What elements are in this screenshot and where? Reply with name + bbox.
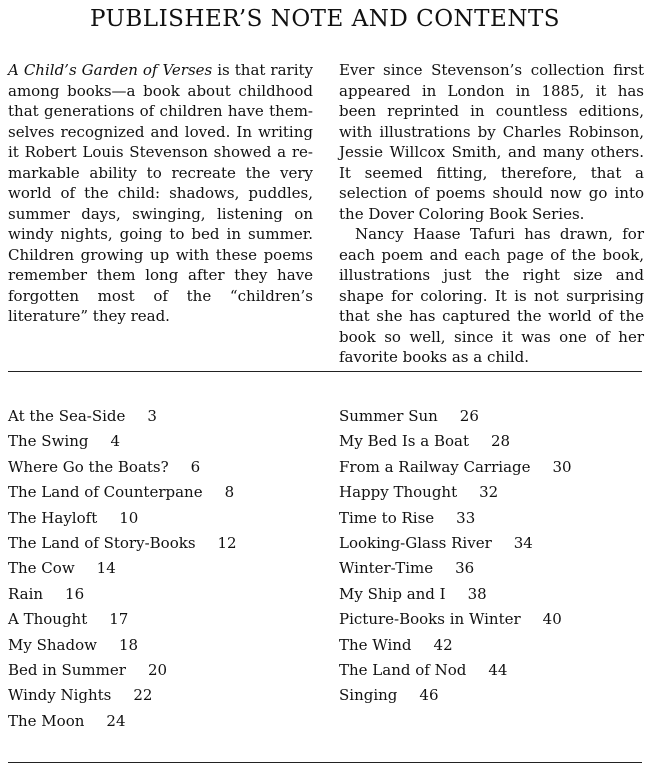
note-paragraph-2-continued: Ever since Stevenson’s collection first appeared in London in 1885, it has been reprinted in countless editions, with illustrations by Charles Robinson, Jessie Willcox Smith, and many others. It seemed fitting, therefore, that a selection of poems should now go into the Dover Coloring Book Series. bbox=[339, 61, 644, 223]
entry-title: Where Go the Boats? bbox=[8, 457, 169, 476]
entry-title: The Cow bbox=[8, 559, 75, 578]
contents-entry bbox=[8, 531, 237, 556]
contents-entry bbox=[339, 506, 572, 531]
contents-entry bbox=[339, 683, 572, 708]
entry-page: 46 bbox=[419, 686, 439, 705]
note-paragraph-1-text: is that rarity among books—a book about childhood that generations of children have themselves recognized and loved. In writing it Robert Louis Stevenson showed a remarkable ability to recreate the very world of the child: shadows, puddles, summer days, swinging, listening on windy nights, going to bed in summer. Children growing up with these poems remember them long after they have forgotten most of the “children’s literature” they read. bbox=[8, 61, 313, 325]
contents-entry bbox=[8, 429, 237, 454]
entry-title: Time to Rise bbox=[339, 508, 435, 527]
entry-page: 36 bbox=[455, 559, 475, 578]
contents-entry bbox=[339, 455, 572, 480]
contents-entry bbox=[8, 709, 237, 734]
contents-entry bbox=[8, 607, 237, 632]
entry-page: 16 bbox=[65, 584, 85, 603]
entry-title: Windy Nights bbox=[8, 686, 112, 705]
entry-page: 42 bbox=[433, 635, 453, 654]
entry-title: Winter-Time bbox=[339, 559, 434, 578]
entry-title: The Wind bbox=[339, 635, 412, 654]
entry-page: 14 bbox=[96, 559, 116, 578]
entry-title: Singing bbox=[339, 686, 398, 705]
entry-title: The Hayloft bbox=[8, 508, 98, 527]
contents-entry bbox=[8, 506, 237, 531]
entry-page: 22 bbox=[133, 686, 153, 705]
contents-entry bbox=[8, 404, 237, 429]
entry-page: 30 bbox=[552, 457, 572, 476]
entry-title: A Thought bbox=[8, 610, 88, 629]
entry-title: Bed in Summer bbox=[8, 660, 126, 679]
entry-title: Picture-Books in Winter bbox=[339, 610, 521, 629]
entry-page: 24 bbox=[106, 711, 126, 730]
entry-page: 40 bbox=[542, 610, 562, 629]
entry-title: Looking-Glass River bbox=[339, 533, 492, 552]
entry-title: My Bed Is a Boat bbox=[339, 432, 469, 451]
contents-entry bbox=[8, 455, 237, 480]
entry-page: 20 bbox=[147, 660, 168, 679]
entry-page: 6 bbox=[190, 457, 201, 476]
page-title: PUBLISHER’S NOTE AND CONTENTS bbox=[89, 6, 561, 32]
entry-title: Rain bbox=[8, 584, 44, 603]
entry-title: My Ship and I bbox=[339, 584, 446, 603]
entry-title: Happy Thought bbox=[339, 483, 458, 502]
contents-entry bbox=[339, 404, 572, 429]
contents-list-left bbox=[8, 404, 237, 734]
entry-title: The Land of Story-Books bbox=[8, 533, 196, 552]
contents-entry bbox=[8, 658, 237, 683]
entry-page: 10 bbox=[119, 508, 139, 527]
entry-page: 38 bbox=[467, 584, 487, 603]
contents-entry bbox=[8, 633, 237, 658]
entry-title: Summer Sun bbox=[339, 407, 438, 425]
contents-list-right bbox=[339, 404, 572, 709]
entry-page: 33 bbox=[456, 508, 476, 527]
entry-title: The Land of Counterpane bbox=[8, 483, 203, 502]
entry-page: 44 bbox=[488, 660, 508, 679]
entry-page: 8 bbox=[224, 483, 235, 502]
entry-page: 34 bbox=[513, 533, 533, 552]
note-paragraph-1 bbox=[8, 60, 313, 327]
entry-page: 3 bbox=[147, 407, 157, 425]
contents-entry bbox=[8, 582, 237, 607]
book-title: A Child’s Garden of Verses bbox=[8, 61, 213, 79]
entry-page: 18 bbox=[118, 635, 139, 654]
note-column-right bbox=[339, 60, 644, 368]
entry-page: 17 bbox=[109, 610, 129, 629]
entry-title: The Land of Nod bbox=[339, 660, 467, 679]
entry-title: The Swing bbox=[8, 432, 89, 451]
divider-rule-top bbox=[8, 371, 642, 372]
contents-entry bbox=[8, 683, 237, 708]
entry-title: From a Railway Carriage bbox=[339, 457, 531, 476]
contents-entry bbox=[339, 531, 572, 556]
entry-title: The Moon bbox=[8, 711, 85, 730]
entry-page: 12 bbox=[217, 533, 237, 552]
entry-title: At the Sea-Side bbox=[8, 407, 126, 425]
entry-page: 28 bbox=[491, 432, 511, 451]
contents-entry bbox=[339, 556, 572, 581]
entry-page: 26 bbox=[459, 407, 479, 425]
contents-entry bbox=[339, 633, 572, 658]
contents-entry bbox=[8, 480, 237, 505]
divider-rule-bottom bbox=[8, 762, 642, 763]
note-column-left bbox=[8, 60, 313, 327]
contents-entry bbox=[8, 556, 237, 581]
contents-entry bbox=[339, 607, 572, 632]
entry-title: My Shadow bbox=[8, 635, 97, 654]
contents-entry bbox=[339, 582, 572, 607]
contents-entry bbox=[339, 429, 572, 454]
contents-entry bbox=[339, 658, 572, 683]
entry-page: 32 bbox=[479, 483, 499, 502]
contents-entry bbox=[339, 480, 572, 505]
note-paragraph-3: Nancy Haase Tafuri has drawn, for each poem and each page of the book, illustrations just the right size and shape for coloring. It is not surprising that she has captured the world of the book so well, since it was one of her favorite books as a child. bbox=[339, 225, 644, 366]
entry-page: 4 bbox=[110, 432, 121, 451]
